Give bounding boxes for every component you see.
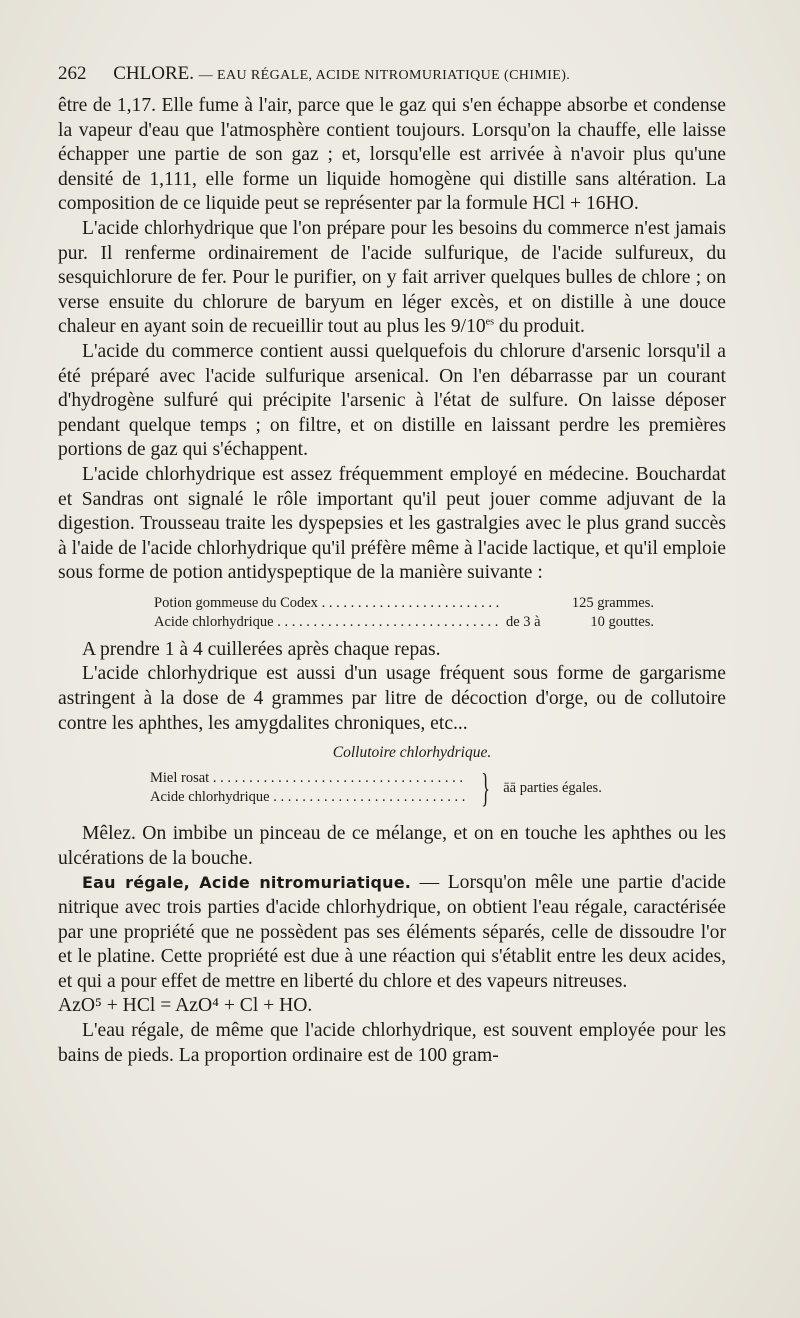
paragraph-4: L'acide chlorhydrique est assez fréquemment employé en médecine. Bouchardat et Sandras ont signalé le rôle important qu'il peut jouer comme adjuvant de la digestion. Trousseau traite les dyspepsies et les gastralgies avec le plus grand succès à l'aide de l'acide chlorhydrique qu'il préfère même à l'acide lactique, et qu'il emploie sous forme de potion antidyspeptique de la manière suivante : — [58, 463, 726, 584]
paragraph-5: A prendre 1 à 4 cuillerées après chaque repas. — [82, 638, 441, 660]
recipe-ingredient: Potion gommeuse du Codex . . . — [154, 594, 500, 613]
collutoire-title: Collutoire chlorhydrique. — [332, 744, 492, 762]
header-title: CHLORE. — [113, 63, 194, 84]
collutoire-ingredient: Miel rosat . . . — [150, 769, 466, 788]
collutoire-ingredient: Acide chlorhydrique . . . — [150, 788, 466, 807]
recipe-range: de 3 à — [506, 613, 541, 630]
paragraph-3: L'acide du commerce contient aussi quelquefois du chlorure d'arsenic lorsqu'il a été préparé avec l'acide sulfurique arsenical. On l'en débarrasse par un courant d'hydrogène sulfuré qui précipite l'arsenic à l'état de sulfure. On laisse déposer pendant quelque temps ; on filtre, et on distille en laissant perdre les premières portions de gaz qui s'échappent. — [58, 340, 726, 461]
recipe-quantity: 10 gouttes. — [590, 613, 654, 630]
recipe-row — [154, 594, 654, 613]
section-heading: Eau régale, Acide nitromuriatique. — [82, 873, 412, 893]
paragraph-2 — [58, 217, 726, 340]
page-body — [58, 94, 726, 1068]
recipe-row — [154, 613, 654, 632]
collutoire-note: āā parties égales. — [503, 779, 602, 796]
paragraph-1: être de 1,17. Elle fume à l'air, parce que le gaz qui s'en échappe absorbe et condense la vapeur d'eau que l'atmosphère contient toujours. Lorsqu'on la chauffe, elle laisse échapper une partie de son gaz ; et, lorsqu'elle est arrivée à n'avoir plus qu'une densité de 1,111, elle forme un liquide homogène qui distille sans altération. La composition de ce liquide peut se représenter par la formule HCl + 16HO. — [58, 95, 726, 215]
collutoire-recipe — [150, 765, 726, 811]
paragraph-2-end: du produit. — [494, 316, 585, 338]
recipe-dose — [500, 594, 654, 613]
paragraph-8 — [58, 871, 726, 994]
paragraph-9: L'eau régale, de même que l'acide chlorhydrique, est souvent employée pour les bains de pieds. La proportion ordinaire est de 100 gram- — [58, 1020, 726, 1066]
paragraph-6: L'acide chlorhydrique est aussi d'un usage fréquent sous forme de gargarisme astringent à la dose de 4 grammes par litre de décoction d'orge, ou de collutoire contre les aphthes, les amygdalites chroniques, etc... — [58, 663, 726, 734]
paragraph-2-superscript: es — [485, 316, 495, 328]
recipe-ingredient: Acide chlorhydrique . . . — [154, 613, 500, 632]
paragraph-7: Mêlez. On imbibe un pinceau de ce mélange, et on en touche les aphthes ou les ulcérations de la bouche. — [58, 823, 726, 869]
page-number: 262 — [58, 63, 87, 84]
paragraph-2-text: L'acide chlorhydrique que l'on prépare pour les besoins du commerce n'est jamais pur. Il renferme ordinairement de l'acide sulfurique, de l'acide sulfureux, du sesquichlorure de fer. Pour le purifier, on y fait arriver quelques bulles de chlore ; on verse ensuite du chlorure de baryum en léger excès, et on distille à une douce chaleur en ayant soin de recueillir tout au plus les 9/10 — [58, 217, 726, 338]
paragraph-8-text: — Lorsqu'on mêle une partie d'acide nitrique avec trois parties d'acide chlorhydrique, on obtient l'eau régale, caractérisée par une propriété que ne possèdent pas ses éléments séparés, celle de dissoudre l'or et le platine. Cette propriété est due à une réaction qui s'établit entre les deux acides, et qui a pour effet de mettre en liberté du chlore et des vapeurs nitreuses. — [58, 872, 726, 992]
running-header — [58, 62, 748, 88]
potion-recipe — [154, 594, 654, 632]
brace-glyph: } — [481, 765, 490, 811]
recipe-quantity: 125 grammes. — [571, 594, 654, 611]
collutoire-ingredients — [150, 769, 466, 807]
reaction-formula: AzO⁵ + HCl = AzO⁴ + Cl + HO. — [58, 995, 313, 1017]
header-subtitle: — EAU RÉGALE, ACIDE NITROMURIATIQUE (CHIMIE). — [198, 68, 571, 83]
recipe-dose — [500, 613, 654, 632]
